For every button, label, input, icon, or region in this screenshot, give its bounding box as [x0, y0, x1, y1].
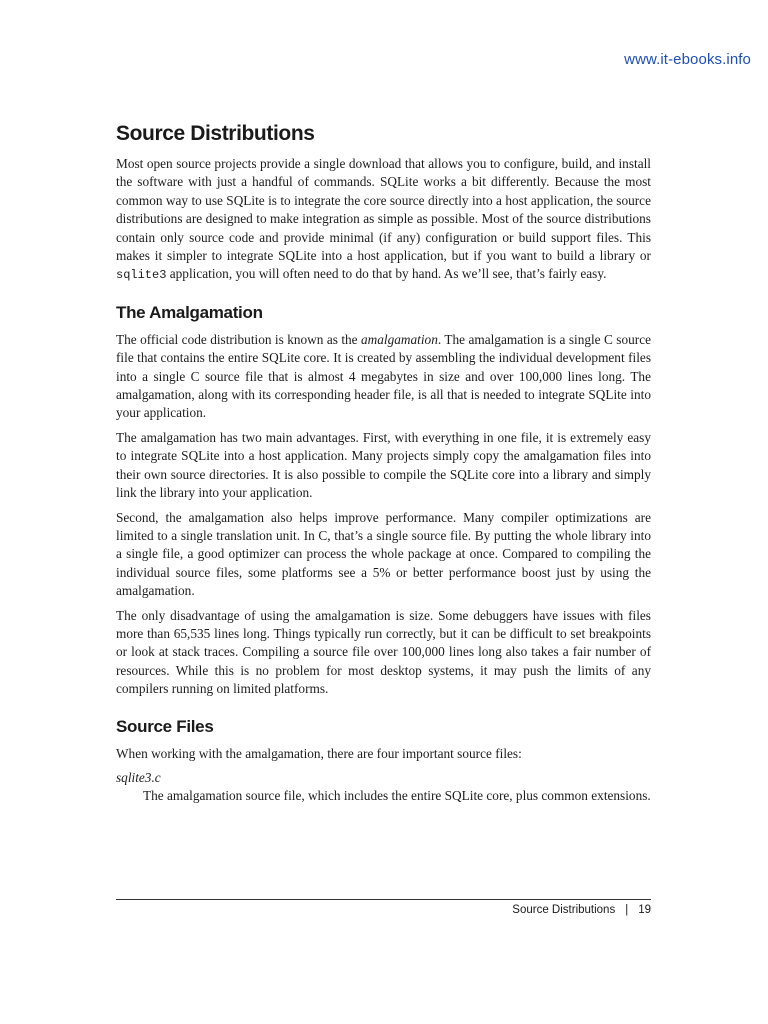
- section-title: Source Distributions: [116, 122, 315, 145]
- inline-code: sqlite3: [116, 268, 167, 283]
- amalgamation-heading: The Amalgamation: [116, 302, 263, 322]
- intro-paragraph: [116, 155, 651, 285]
- footer-separator: |: [625, 904, 629, 916]
- source-file-term: sqlite3.c: [116, 769, 161, 785]
- amalgamation-paragraph-4: The only disadvantage of using the amalgamation is size. Some debuggers have issues with files more than 65,535 lines long. Things typically run correctly, but it can be difficult to set breakpoints or look at stack traces. Compiling a source file over 100,000 lines long also takes a fair number of resources. While this is no problem for most desktop systems, it may push the limits of any compilers running on limited platforms.: [116, 607, 651, 697]
- page-number: 19: [638, 904, 651, 916]
- page-footer: [512, 904, 651, 916]
- source-files-intro: When working with the amalgamation, there are four important source files:: [116, 745, 522, 761]
- amalgamation-paragraph-1: [116, 331, 651, 423]
- source-files-list: [116, 769, 651, 805]
- intro-text-2: application, you will often need to do that by hand. As we’ll see, that’s fairly easy.: [169, 266, 607, 282]
- amalgamation-p1-text-2: . The amalgamation is a single C source file that contains the entire SQLite core. It is created by assembling the individual development files into a single C source file that is almost 4 megabytes in size and over 100,000 lines long. The amalgamation, along with its corresponding header file, is all that is needed to integrate SQLite into your application.: [116, 331, 652, 421]
- footer-section-name: Source Distributions: [512, 904, 616, 916]
- source-file-description: The amalgamation source file, which includes the entire SQLite core, plus common extensions.: [143, 787, 651, 803]
- watermark-link[interactable]: www.it-ebooks.info: [624, 51, 751, 68]
- intro-text-1: Most open source projects provide a single download that allows you to configure, build, and install the software with just a handful of commands. SQLite works a bit differently. Because the most common way to use SQLite is to integrate the core source directly into a host application, the source distributions are designed to make integration as simple as possible. Most of the source distributions contain only source code and provide minimal (if any) configuration or build support files. This makes it simpler to integrate SQLite into a host application, but if you want to build a library or: [116, 156, 651, 264]
- amalgamation-paragraph-2: The amalgamation has two main advantages. First, with everything in one file, it is extremely easy to integrate SQLite into a host application. Many projects simply copy the amalgamation files into their own source directories. It is also possible to compile the SQLite core into a library and simply link the library into your application.: [116, 429, 651, 501]
- amalgamation-paragraph-3: Second, the amalgamation also helps improve performance. Many compiler optimizations are limited to a single translation unit. In C, that’s a single source file. By putting the whole library into a single file, a good optimizer can process the whole package at once. Compared to compiling the individual source files, some platforms see a 5% or better performance boost just by using the amalgamation.: [116, 509, 651, 599]
- amalgamation-p1-text-1: The official code distribution is known as the: [116, 331, 358, 347]
- amalgamation-term: amalgamation: [361, 331, 438, 347]
- page-content: [116, 122, 651, 805]
- source-files-heading: Source Files: [116, 716, 214, 736]
- footer-rule: [116, 899, 651, 900]
